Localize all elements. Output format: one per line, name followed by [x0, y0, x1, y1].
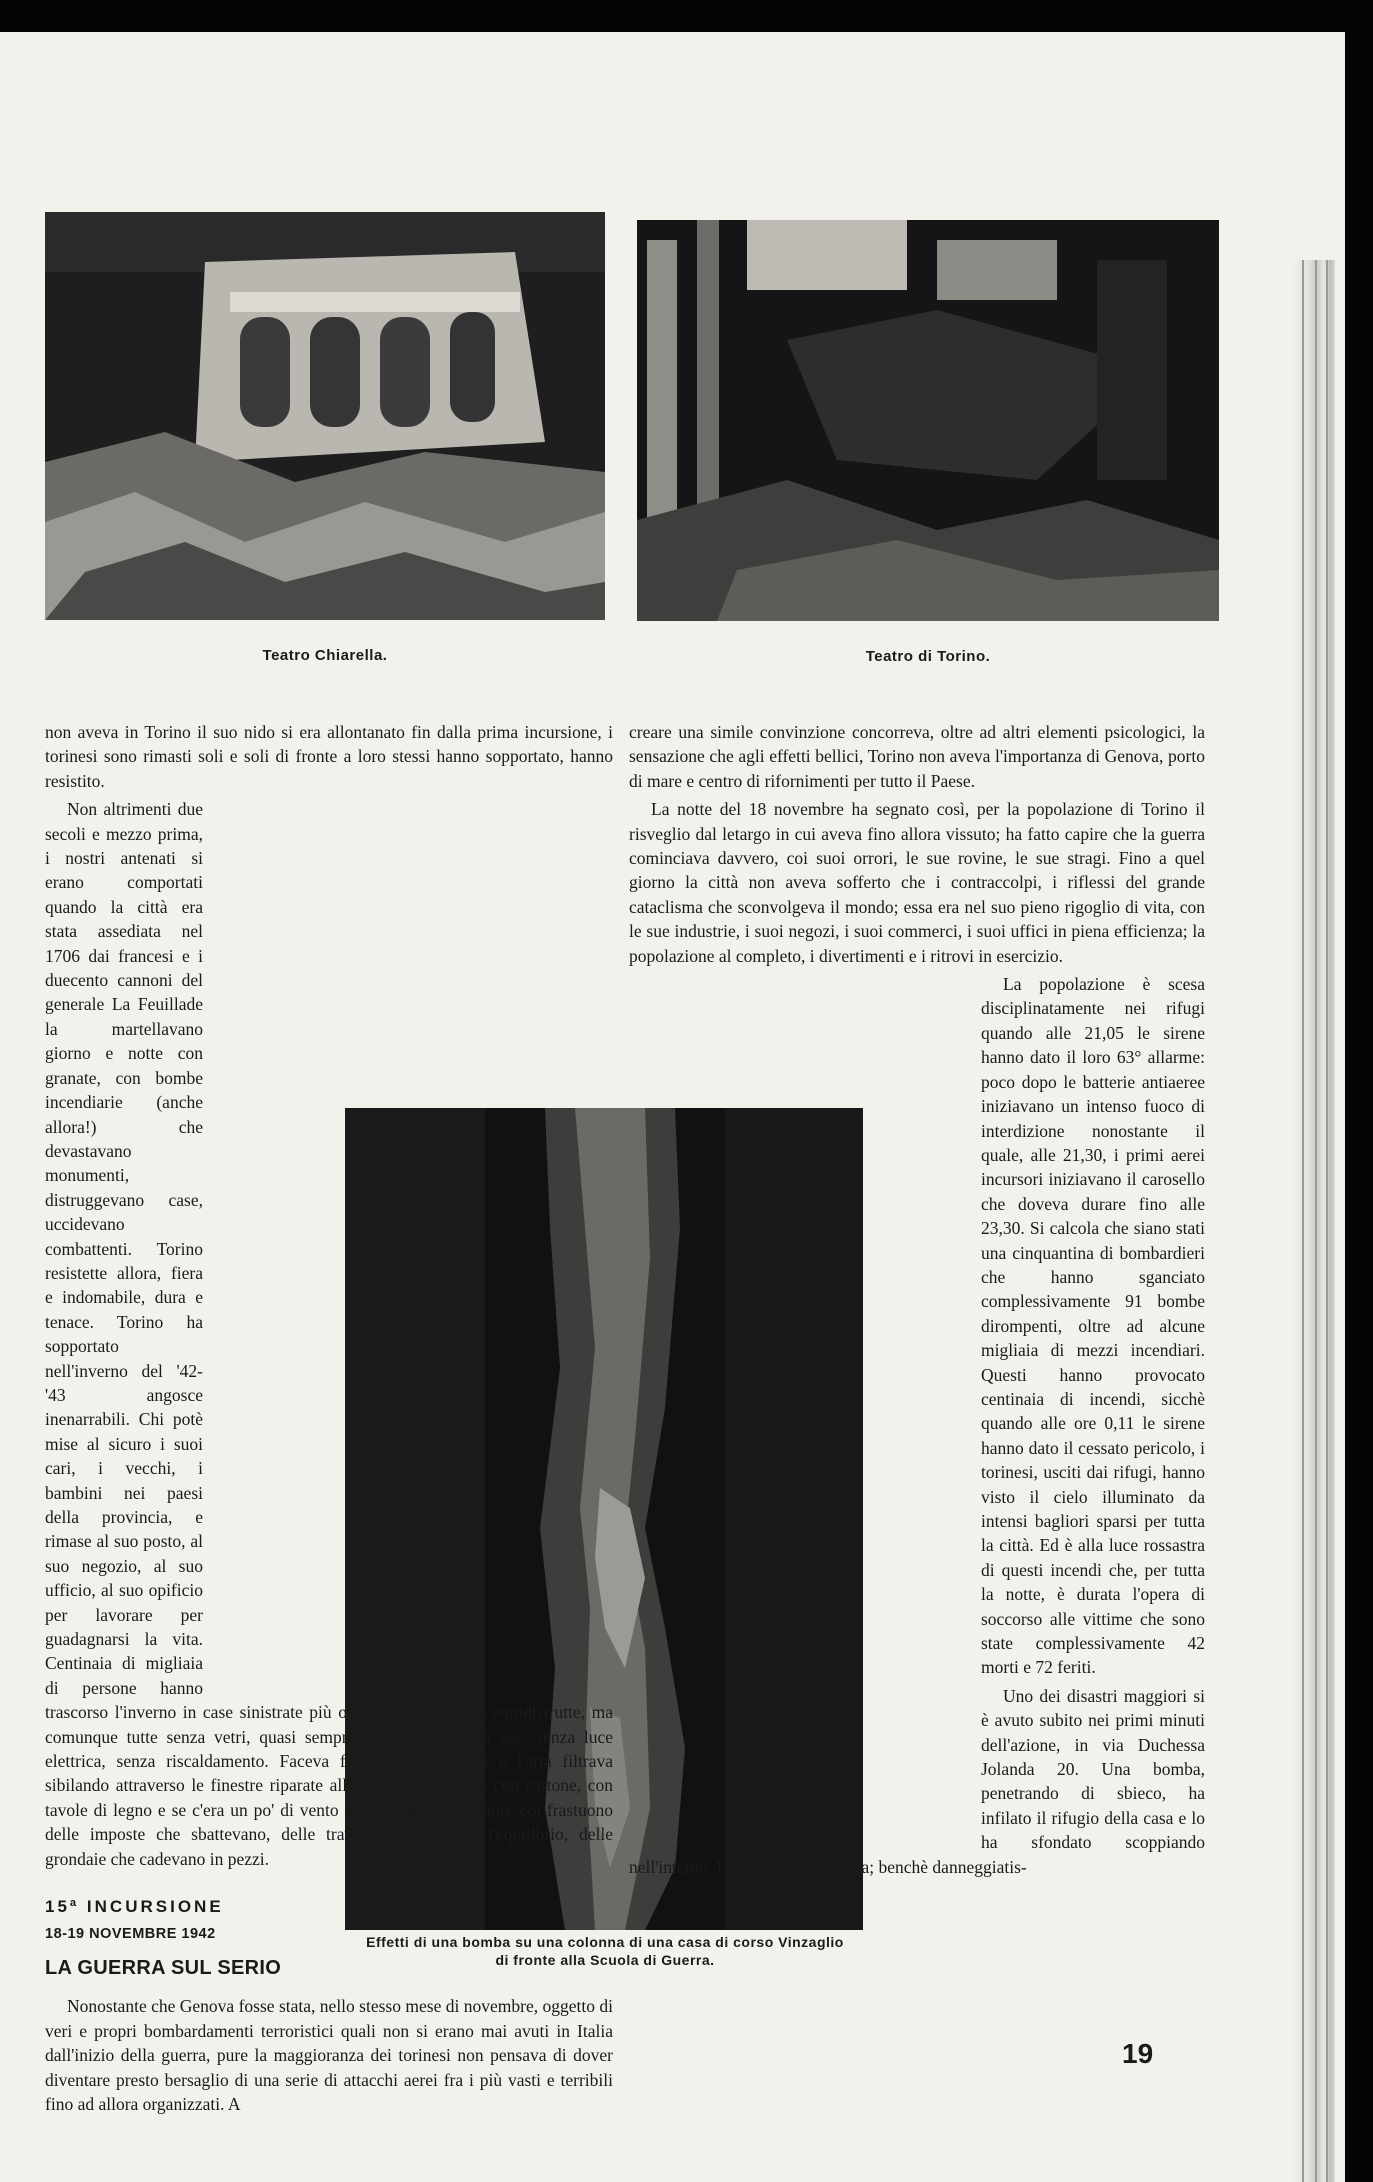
section-date: 18-19 NOVEMBRE 1942	[45, 1925, 216, 1942]
left-paragraph-2: Non altrimenti due secoli e mezzo prima, i nostri antenati si erano comportati quando la città era stata assediata nel 1706 dai francesi e i duecento cannoni del generale La Feuillade la martellavano giorno e notte con granate, con bombe incendiarie (anche allora!) che devastavano monumenti, distruggevano case, uccidevano combattenti. Torino resistette allora, fiera e indomabile, dura e tenace. Torino ha sopportato nell'inverno del '42-'43 angosce inenarrabili. Chi potè mise al sicuro i suoi cari, i vecchi, i bambini nei paesi della provincia, e rimase al suo posto, al suo negozio, al suo ufficio, al suo opificio per lavorare per guadagnarsi la vita. Centinaia di migliaia di persone hanno trascorso l'inverno in case sinistrate più o meno, devastate o semidistrutte, ma comunque tutte senza vetri, quasi sempre senz'acqua, senza gas, senza luce elettrica, senza riscaldamento. Faceva freddo quell'inverno e l'aria filtrava sibilando attraverso le finestre riparate alla meglio con carta, con cartone, con tavole di legno e se c'era un po' di vento era impossibile dormire col frastuono delle imposte che sbattevano, delle travi che perdevano l'equilibrio, delle grondaie che cadevano in pezzi.	[45, 799, 613, 1869]
section-title: LA GUERRA SUL SERIO	[45, 1956, 282, 1979]
section-kicker: 15ª INCURSIONE	[45, 1897, 224, 1917]
caption-teatro-di-torino: Teatro di Torino.	[865, 648, 991, 665]
caption-line-1: Effetti di una bomba su una colonna di una casa di corso Vinzaglio	[366, 1934, 844, 1950]
photo-spacer-left	[203, 797, 613, 1677]
page-number: 19	[1122, 2038, 1154, 2069]
right-paragraph-2: La notte del 18 novembre ha segnato così, per la popolazione di Torino il risveglio dal letargo in cui aveva fino allora vissuto; ha fatto capire che la guerra cominciava davvero, coi suoi orrori, le sue rovine, le sue stragi. Fino a quel giorno la città non aveva sofferto che i contraccolpi, i riflessi del grande cataclisma che sconvolgeva il mondo; essa era nel suo pieno rigoglio di vita, con le sue industrie, i suoi negozi, i suoi commerci, i suoi uffici in piena efficienza; la popolazione al completo, i divertimenti e i ritrovi in esercizio.	[629, 799, 1205, 966]
right-paragraph-4: Uno dei disastri maggiori si è avuto subito nei primi minuti dell'azione, in via Duchessa Jolanda 20. Una bomba, penetrando di sbieco, ha infilato il rifugio della casa e lo ha sfondato scoppiando nell'interno. La casa non è crollata; benchè danneggiatis-	[629, 1685, 1205, 1877]
left-paragraph-3: Nonostante che Genova fosse stata, nello stesso mese di novembre, oggetto di veri e propri bombardamenti terroristici quali non si erano mai avuti in Italia dall'inizio della guerra, pure la maggioranza dei torinesi non pensava di dover diventare presto bersaglio di una serie di attacchi aerei fra i più vasti e terribili fino ad allora organizzati. A	[45, 1996, 613, 2114]
caption-teatro-chiarella: Teatro Chiarella.	[262, 647, 388, 664]
caption-line-2: di fronte alla Scuola di Guerra.	[495, 1952, 715, 1968]
left-paragraph-1: non aveva in Torino il suo nido si era allontanato fin dalla prima incursione, i torinesi sono rimasti soli e soli di fronte a loro stessi hanno sopportato, hanno resistito.	[45, 722, 613, 791]
book-spine	[1290, 260, 1335, 2182]
photo-spacer-right	[629, 972, 981, 1852]
right-text-column	[629, 720, 1205, 1883]
document-page	[0, 32, 1345, 2182]
section-heading	[45, 1895, 613, 1980]
photo-teatro-di-torino	[637, 220, 1219, 621]
left-text-column	[45, 720, 613, 2120]
photo-teatro-chiarella	[45, 212, 605, 620]
right-paragraph-1: creare una simile convinzione concorreva, oltre ad altri elementi psicologici, la sensazione che agli effetti bellici, Torino non aveva l'importanza di Genova, porto di mare e centro di rifornimenti per tutto il Paese.	[629, 722, 1205, 791]
right-paragraph-3: La popolazione è scesa disciplinatamente nei rifugi quando alle 21,05 le sirene hanno dato il loro 63° allarme: poco dopo le batterie antiaeree iniziavano un intenso fuoco di interdizione nonostante il quale, alle 21,30, i primi aerei incursori iniziavano il carosello che doveva durare fino alle 23,30. Si calcola che siano stati una cinquantina di bombardieri che hanno sganciato complessivamente 91 bombe dirompenti, oltre ad alcune migliaia di mezzi incendiari. Questi hanno provocato centinaia di incendi, sicchè quando alle ore 0,11 le sirene hanno dato il cessato pericolo, i torinesi, usciti dai rifugi, hanno visto il cielo illuminato da intensi bagliori sparsi per tutta la città. Ed è alla luce rossastra di questi incendi che, per tutta la notte, è durata l'opera di soccorso alle vittime che sono state complessivamente 42 morti e 72 feriti.	[981, 974, 1205, 1678]
